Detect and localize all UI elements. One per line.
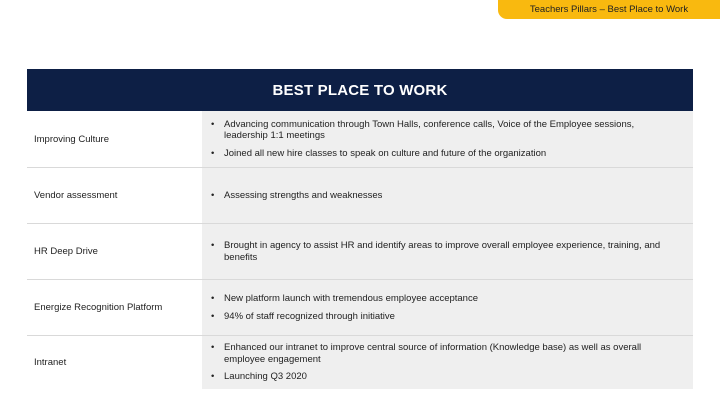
row-content-cell [202, 280, 693, 335]
section-tab-label: Teachers Pillars – Best Place to Work [529, 4, 689, 15]
table-row [27, 223, 693, 279]
table-row [27, 279, 693, 335]
bullet-text: Brought in agency to assist HR and identify areas to improve overall employee experience, training, and benefits [224, 240, 661, 263]
bullet-item [208, 293, 675, 305]
bullet-text: Joined all new hire classes to speak on culture and future of the organization [224, 147, 547, 159]
bullet-item [208, 311, 675, 323]
table-title: BEST PLACE TO WORK [272, 81, 448, 99]
table-header [27, 69, 693, 111]
table-row [27, 111, 693, 167]
bullet-text: Launching Q3 2020 [224, 371, 307, 383]
bullet-item [208, 148, 675, 160]
row-label: Vendor assessment [34, 190, 118, 201]
bullet-text: New platform launch with tremendous employee acceptance [224, 293, 478, 304]
bullet-dot-icon: • [211, 293, 215, 304]
bullet-item [208, 240, 675, 263]
row-label-cell [27, 280, 202, 335]
row-label: Energize Recognition Platform [34, 302, 163, 313]
bullet-item [208, 190, 675, 202]
section-tab [498, 0, 720, 19]
bullet-dot-icon: • [211, 118, 215, 130]
bullet-dot-icon: • [211, 147, 215, 159]
bullet-dot-icon: • [211, 371, 215, 383]
row-label: Improving Culture [34, 133, 109, 145]
bullet-item [208, 119, 675, 142]
bullet-dot-icon: • [211, 189, 215, 201]
bullet-text: Assessing strengths and weaknesses [224, 189, 383, 201]
bullet-text: Enhanced our intranet to improve central source of information (Knowledge base) as well as overall employee engagement [224, 342, 642, 365]
bullet-text: 94% of staff recognized through initiative [224, 310, 395, 322]
initiatives-table [27, 69, 693, 389]
bullet-text: Advancing communication through Town Halls, conference calls, Voice of the Employee sessions, leadership 1:1 meetings [224, 118, 635, 142]
row-content-cell [202, 224, 693, 279]
row-label-cell [27, 111, 202, 167]
row-label-cell [27, 168, 202, 223]
bullet-item [208, 371, 675, 383]
row-content-cell [202, 111, 693, 167]
row-label-cell [27, 336, 202, 389]
table-row [27, 167, 693, 223]
row-label: HR Deep Drive [34, 246, 98, 257]
row-label: Intranet [34, 357, 67, 368]
bullet-dot-icon: • [211, 240, 215, 251]
row-content-cell [202, 168, 693, 223]
row-content-cell [202, 336, 693, 389]
bullet-dot-icon: • [211, 310, 215, 322]
bullet-dot-icon: • [211, 342, 215, 354]
row-label-cell [27, 224, 202, 279]
bullet-item [208, 342, 675, 365]
table-row [27, 335, 693, 389]
